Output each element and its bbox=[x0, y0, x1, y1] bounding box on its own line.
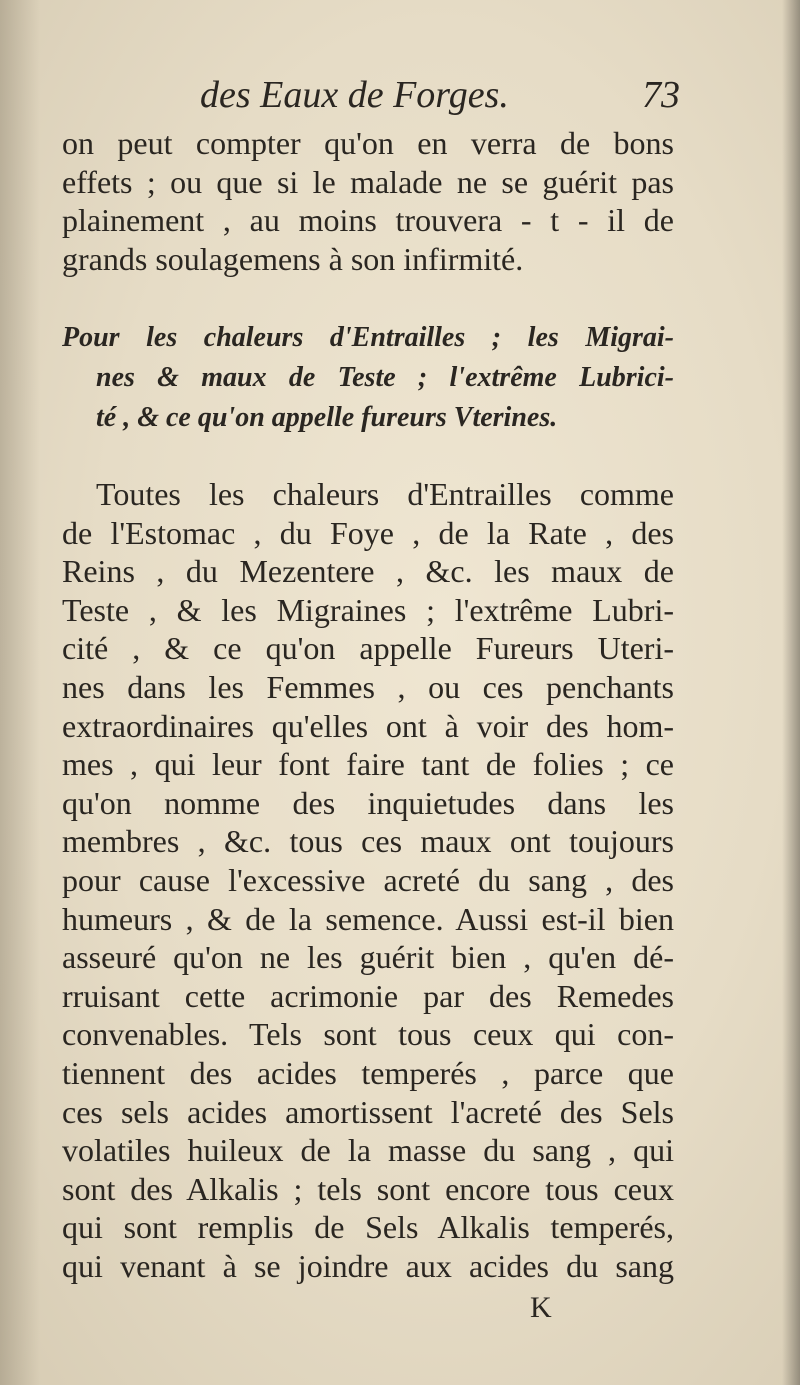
text-line: cité , & ce qu'on appelle Fureurs Uteri- bbox=[62, 630, 674, 667]
text-line: Reins , du Mezentere , &c. les maux de bbox=[62, 553, 674, 590]
heading-line: té , & ce qu'on appelle fureurs Vterines. bbox=[96, 402, 558, 433]
section-heading bbox=[62, 318, 674, 438]
paragraph-body bbox=[62, 475, 674, 1285]
heading-line: nes & maux de Teste ; l'extrême Lubrici- bbox=[96, 362, 674, 393]
text-line: sont des Alkalis ; tels sont encore tous ceux bbox=[62, 1170, 674, 1207]
page-number: 73 bbox=[642, 74, 680, 116]
signature-mark: K bbox=[530, 1291, 552, 1324]
text-line: humeurs , & de la semence. Aussi est-il bien bbox=[62, 900, 674, 937]
text-line: qui venant à se joindre aux acides du sang bbox=[62, 1247, 674, 1284]
paragraph-continuation bbox=[62, 124, 674, 278]
text-line: plainement , au moins trouvera - t - il de bbox=[62, 202, 674, 238]
text-line: effets ; ou que si le malade ne se guérit pas bbox=[62, 163, 674, 200]
heading-line: Pour les chaleurs d'Entrailles ; les Migrai- bbox=[62, 322, 674, 353]
text-line: qui sont remplis de Sels Alkalis temperés, bbox=[62, 1209, 674, 1246]
text-line: de l'Estomac , du Foye , de la Rate , des bbox=[62, 514, 674, 551]
text-line: Toutes les chaleurs d'Entrailles comme bbox=[96, 476, 674, 512]
text-line: pour cause l'excessive acreté du sang , des bbox=[62, 861, 674, 898]
text-line: nes dans les Femmes , ou ces penchants bbox=[62, 668, 674, 705]
text-line: rruisant cette acrimonie par des Remedes bbox=[62, 977, 674, 1014]
text-line: membres , &c. tous ces maux ont toujours bbox=[62, 823, 674, 860]
text-line: grands soulagemens à son infirmité. bbox=[62, 240, 524, 277]
text-line: tiennent des acides temperés , parce que bbox=[62, 1054, 674, 1091]
text-line: volatiles huileux de la masse du sang , qui bbox=[62, 1132, 674, 1169]
text-line: on peut compter qu'on en verra de bons bbox=[62, 125, 674, 161]
text-line: ces sels acides amortissent l'acreté des Sels bbox=[62, 1093, 674, 1130]
text-line: Teste , & les Migraines ; l'extrême Lubri- bbox=[62, 591, 674, 628]
running-title: des Eaux de Forges. bbox=[200, 74, 509, 116]
text-line: asseuré qu'on ne les guérit bien , qu'en dé- bbox=[62, 939, 674, 976]
text-line: qu'on nomme des inquietudes dans les bbox=[62, 784, 674, 821]
text-line: convenables. Tels sont tous ceux qui con- bbox=[62, 1016, 674, 1053]
text-line: extraordinaires qu'elles ont à voir des hom- bbox=[62, 707, 674, 744]
running-head bbox=[200, 70, 680, 120]
text-line: mes , qui leur font faire tant de folies ; ce bbox=[62, 746, 674, 783]
